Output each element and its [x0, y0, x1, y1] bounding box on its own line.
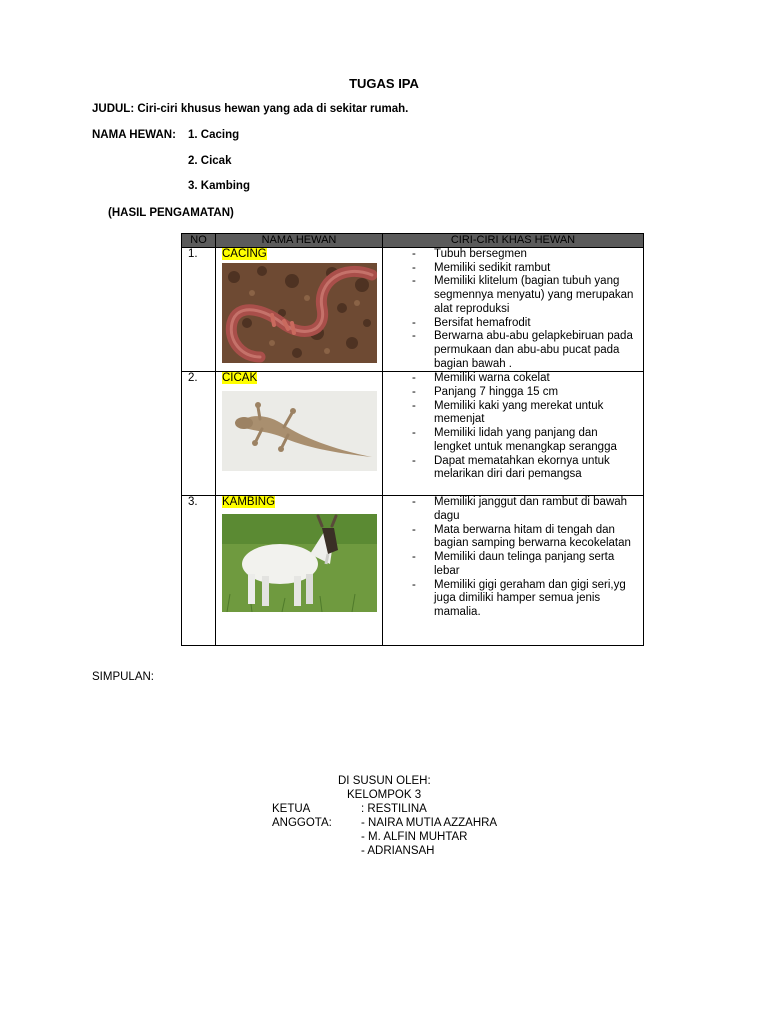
nama-hewan-item: 2. Cicak: [188, 155, 232, 167]
trait-item: - Memiliki lidah yang panjang dan lengket untuk menangkap serangga: [383, 427, 634, 454]
trait-item: - Berwarna abu-abu gelapkebiruan pada permukaan dan abu-abu pucat pada bagian bawah .: [383, 330, 634, 371]
table-row: [182, 248, 644, 372]
anggota-member: - NAIRA MUTIA AZZAHRA: [361, 817, 498, 829]
anggota-member: - ADRIANSAH: [361, 845, 435, 857]
nama-hewan-item: 3. Kambing: [188, 180, 250, 192]
judul-line: JUDUL: Ciri-ciri khusus hewan yang ada di sekitar rumah.: [92, 103, 409, 115]
trait-item: - Tubuh bersegmen: [383, 248, 634, 262]
animal-name: CACING: [222, 248, 267, 260]
trait-item: - Memiliki warna cokelat: [383, 372, 634, 386]
ketua-value: : RESTILINA: [361, 803, 427, 815]
trait-item: - Memiliki sedikit rambut: [383, 262, 634, 276]
simpulan-label: SIMPULAN:: [92, 671, 154, 683]
anggota-label: ANGGOTA:: [272, 817, 332, 829]
traits-cell: [383, 248, 644, 372]
anggota-member: - M. ALFIN MUHTAR: [361, 831, 468, 843]
nama-hewan-label: NAMA HEWAN:: [92, 129, 176, 141]
page-title: TUGAS IPA: [349, 76, 419, 91]
trait-item: - Bersifat hemafrodit: [383, 317, 634, 331]
trait-item: - Memiliki klitelum (bagian tubuh yang segmennya menyatu) yang merupakan alat reproduksi: [383, 275, 634, 316]
goat-image: [222, 514, 377, 612]
hasil-label: (HASIL PENGAMATAN): [108, 207, 234, 219]
trait-item: - Dapat mematahkan ekornya untuk melarikan diri dari pemangsa: [383, 455, 634, 482]
table-row: [182, 496, 644, 646]
traits-cell: [383, 496, 644, 646]
trait-item: - Mata berwarna hitam di tengah dan bagian samping berwarna kecokelatan: [383, 524, 634, 551]
kelompok-label: KELOMPOK 3: [347, 789, 422, 801]
ketua-label: KETUA: [272, 803, 311, 815]
animal-name: KAMBING: [222, 496, 276, 509]
animal-name-cell: [216, 248, 383, 372]
animal-name-cell: [216, 372, 383, 496]
observation-table: [181, 233, 644, 646]
trait-item: - Panjang 7 hingga 15 cm: [383, 386, 634, 400]
earthworm-image: [222, 263, 377, 363]
nama-hewan-item: 1. Cacing: [188, 129, 240, 141]
gecko-image: [222, 391, 377, 471]
row-number: 2.: [182, 372, 216, 496]
animal-name-cell: [216, 496, 383, 646]
header-nama-hewan: NAMA HEWAN: [216, 234, 383, 248]
animal-name: CICAK: [222, 372, 258, 385]
disusun-label: DI SUSUN OLEH:: [338, 775, 431, 787]
traits-cell: [383, 372, 644, 496]
trait-item: - Memiliki gigi geraham dan gigi seri,yg juga dimiliki hamper semua jenis mamalia.: [383, 579, 634, 620]
header-no: NO: [182, 234, 216, 248]
row-number: 3.: [182, 496, 216, 646]
trait-item: - Memiliki janggut dan rambut di bawah dagu: [383, 496, 634, 523]
table-row: [182, 372, 644, 496]
trait-item: - Memiliki kaki yang merekat untuk memenjat: [383, 400, 634, 427]
trait-item: - Memiliki daun telinga panjang serta lebar: [383, 551, 634, 578]
header-ciri-ciri: CIRI-CIRI KHAS HEWAN: [383, 234, 644, 248]
row-number: 1.: [182, 248, 216, 372]
table-header-row: [182, 234, 644, 248]
